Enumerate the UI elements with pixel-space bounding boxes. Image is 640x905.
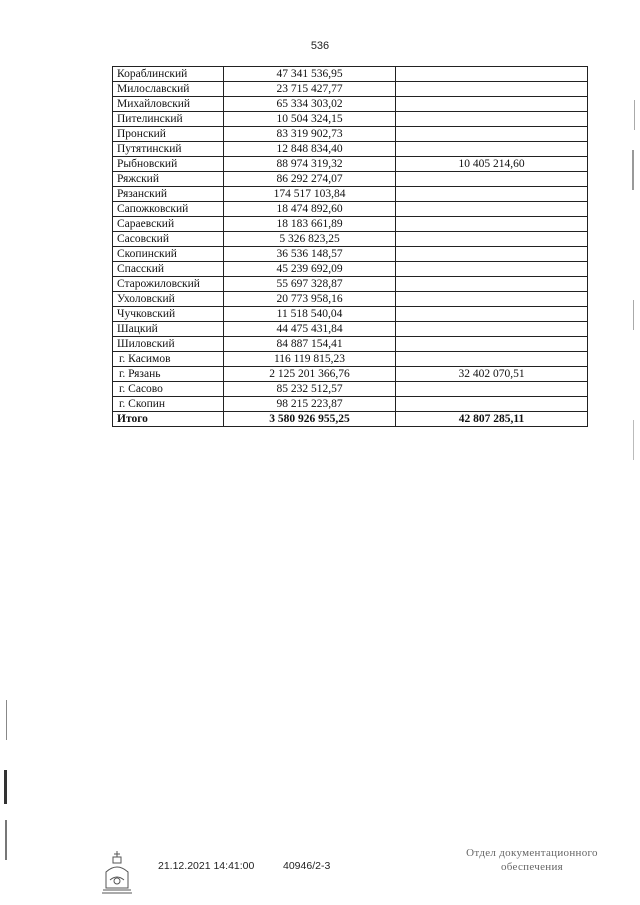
group-cell <box>396 382 588 397</box>
table-row <box>113 367 588 382</box>
row-name: Сапожковский <box>113 202 224 217</box>
group-cell <box>396 292 588 307</box>
table-row <box>113 277 588 292</box>
page-number: 536 <box>310 40 330 52</box>
footer <box>0 840 640 905</box>
row-amount: 55 697 328,87 <box>224 277 396 292</box>
row-name: Путятинский <box>113 142 224 157</box>
table-row <box>113 232 588 247</box>
group-cell <box>396 277 588 292</box>
group-cell <box>396 247 588 262</box>
row-name: Чучковский <box>113 307 224 322</box>
row-name: г. Касимов <box>113 352 224 367</box>
row-name: Сасовский <box>113 232 224 247</box>
row-amount: 5 326 823,25 <box>224 232 396 247</box>
row-name: Кораблинский <box>113 67 224 82</box>
row-amount: 174 517 103,84 <box>224 187 396 202</box>
budget-table <box>112 66 588 427</box>
row-name: Рязанский <box>113 187 224 202</box>
table-row <box>113 217 588 232</box>
row-name: Милославский <box>113 82 224 97</box>
row-name: Ухоловский <box>113 292 224 307</box>
row-name: Шиловский <box>113 337 224 352</box>
table-row <box>113 307 588 322</box>
row-amount: 18 474 892,60 <box>224 202 396 217</box>
emblem-icon <box>100 850 134 894</box>
table-row <box>113 187 588 202</box>
row-amount: 12 848 834,40 <box>224 142 396 157</box>
row-name: Ряжский <box>113 172 224 187</box>
row-amount: 84 887 154,41 <box>224 337 396 352</box>
table-row <box>113 142 588 157</box>
row-amount: 2 125 201 366,76 <box>224 367 396 382</box>
group-cell <box>396 82 588 97</box>
row-amount: 47 341 536,95 <box>224 67 396 82</box>
table-row <box>113 157 588 172</box>
row-amount: 86 292 274,07 <box>224 172 396 187</box>
row-name: Скопинский <box>113 247 224 262</box>
total-group-amount: 42 807 285,11 <box>396 412 588 427</box>
districts-group-total: 10 405 214,60 <box>396 157 588 172</box>
row-amount: 23 715 427,77 <box>224 82 396 97</box>
table-row <box>113 172 588 187</box>
group-cell <box>396 337 588 352</box>
scan-edge-mark <box>633 300 634 330</box>
table-row <box>113 247 588 262</box>
row-name: Михайловский <box>113 97 224 112</box>
group-cell <box>396 172 588 187</box>
total-row <box>113 412 588 427</box>
row-amount: 98 215 223,87 <box>224 397 396 412</box>
row-amount: 11 518 540,04 <box>224 307 396 322</box>
group-cell <box>396 202 588 217</box>
table-row <box>113 112 588 127</box>
group-cell <box>396 97 588 112</box>
table-row <box>113 67 588 82</box>
group-cell <box>396 127 588 142</box>
table-row <box>113 202 588 217</box>
scan-edge-mark <box>632 150 634 190</box>
total-label: Итого <box>113 412 224 427</box>
department-stamp-line-2: обеспечения <box>500 861 564 873</box>
group-cell <box>396 352 588 367</box>
total-amount: 3 580 926 955,25 <box>224 412 396 427</box>
scan-edge-mark <box>634 100 635 130</box>
row-amount: 10 504 324,15 <box>224 112 396 127</box>
table-row <box>113 262 588 277</box>
group-cell <box>396 67 588 82</box>
department-stamp <box>452 846 612 874</box>
row-name: Сараевский <box>113 217 224 232</box>
row-name: Пронский <box>113 127 224 142</box>
row-amount: 44 475 431,84 <box>224 322 396 337</box>
row-amount: 65 334 303,02 <box>224 97 396 112</box>
stamp-datetime: 21.12.2021 14:41:00 <box>158 860 255 872</box>
department-stamp-line-1: Отдел документационного <box>466 847 598 859</box>
table-row <box>113 397 588 412</box>
row-name: Старожиловский <box>113 277 224 292</box>
table-row <box>113 337 588 352</box>
scan-edge-mark <box>6 700 7 740</box>
row-amount: 88 974 319,32 <box>224 157 396 172</box>
table-row <box>113 382 588 397</box>
row-amount: 85 232 512,57 <box>224 382 396 397</box>
row-name: г. Сасово <box>113 382 224 397</box>
table-row <box>113 97 588 112</box>
row-amount: 18 183 661,89 <box>224 217 396 232</box>
stamp-document-number: 40946/2-3 <box>283 860 331 872</box>
row-amount: 45 239 692,09 <box>224 262 396 277</box>
table-row <box>113 292 588 307</box>
scan-edge-mark <box>633 420 634 460</box>
row-name: г. Скопин <box>113 397 224 412</box>
row-amount: 36 536 148,57 <box>224 247 396 262</box>
row-name: Рыбновский <box>113 157 224 172</box>
scan-edge-mark <box>5 820 7 860</box>
group-cell <box>396 397 588 412</box>
row-amount: 116 119 815,23 <box>224 352 396 367</box>
table-row <box>113 352 588 367</box>
row-name: Пителинский <box>113 112 224 127</box>
group-cell <box>396 322 588 337</box>
cities-group-total: 32 402 070,51 <box>396 367 588 382</box>
row-name: Шацкий <box>113 322 224 337</box>
row-name: г. Рязань <box>113 367 224 382</box>
group-cell <box>396 217 588 232</box>
row-amount: 20 773 958,16 <box>224 292 396 307</box>
row-amount: 83 319 902,73 <box>224 127 396 142</box>
table-row <box>113 322 588 337</box>
scan-edge-mark <box>4 770 7 804</box>
group-cell <box>396 232 588 247</box>
row-name: Спасский <box>113 262 224 277</box>
table-row <box>113 127 588 142</box>
group-cell <box>396 112 588 127</box>
group-cell <box>396 142 588 157</box>
group-cell <box>396 262 588 277</box>
group-cell <box>396 307 588 322</box>
table-row <box>113 82 588 97</box>
group-cell <box>396 187 588 202</box>
